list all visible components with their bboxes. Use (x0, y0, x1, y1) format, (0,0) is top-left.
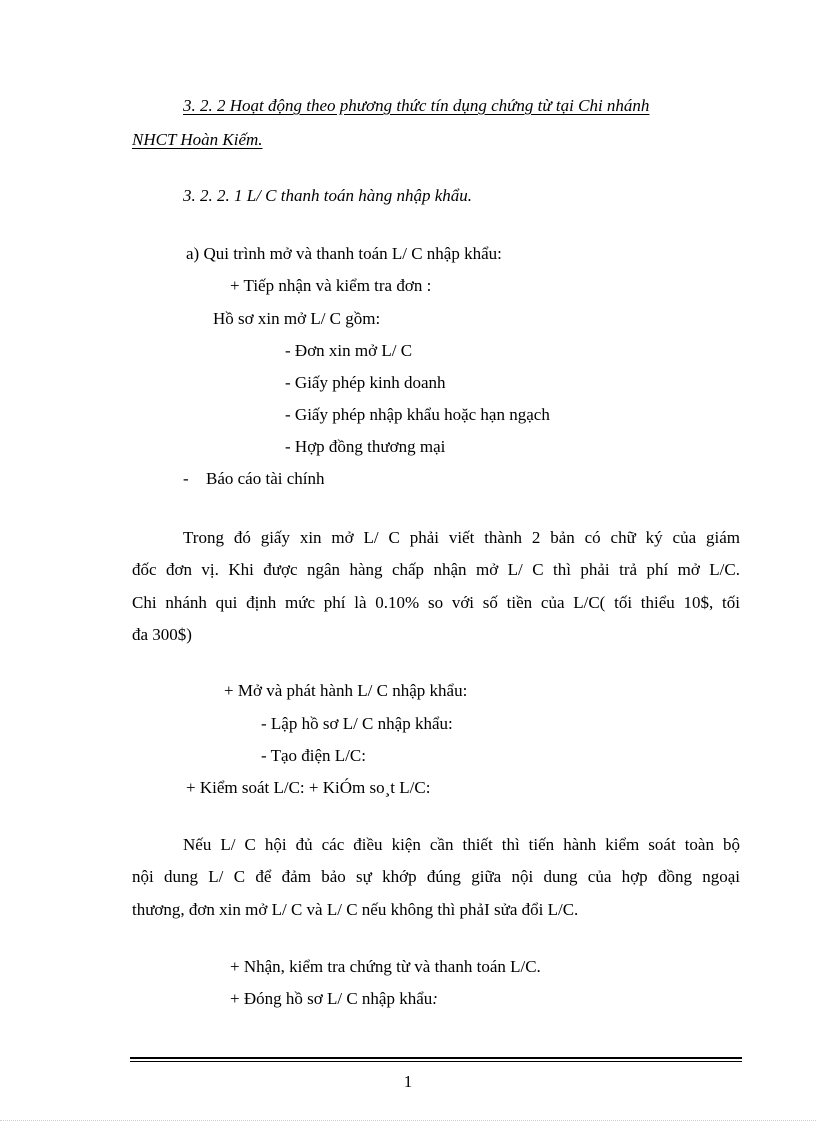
dossier-item: - Đơn xin mở L/ C (285, 341, 413, 360)
subsection-heading: 3. 2. 2. 1 L/ C thanh toán hàng nhập khẩu. (183, 186, 473, 205)
dossier-item: - Giấy phép kinh doanh (285, 373, 446, 392)
dossier-item: - Giấy phép nhập khẩu hoặc hạn ngạch (285, 405, 550, 424)
paragraph-2-line-2: nội dung L/ C để đảm bảo sự khớp đúng giữa nội dung của hợp đồng ngoại (132, 867, 740, 886)
paragraph-1-line-1: Trong đó giấy xin mở L/ C phải viết thành 2 bản có chữ ký của giám (183, 528, 740, 547)
issue-item: - Tạo điện L/C: (261, 746, 366, 765)
dossier-item-last: Báo cáo tài chính (206, 469, 325, 488)
paragraph-1-line-4: đa 300$) (132, 625, 192, 644)
footer-rule-thick (130, 1057, 742, 1059)
section-a-title: a) Qui trình mở và thanh toán L/ C nhập khẩu: (186, 244, 502, 263)
paragraph-1-line-3: Chi nhánh qui định mức phí là 0.10% so với số tiền của L/C( tối thiểu 10$, tối (132, 593, 740, 612)
paragraph-2-line-1: Nếu L/ C hội đủ các điều kiện cần thiết thì tiến hành kiểm soát toàn bộ (183, 835, 740, 854)
step-issue: + Mở và phát hành L/ C nhập khẩu: (224, 681, 468, 700)
step-check-pay: + Nhận, kiểm tra chứng từ và thanh toán L/C. (230, 957, 541, 976)
step-control: + Kiểm soát L/C: + KiÓm so¸t L/C: (186, 778, 431, 797)
page-number: 1 (403, 1072, 413, 1091)
step-close-text: + Đóng hồ sơ L/ C nhập khẩu (230, 989, 433, 1008)
section-heading-line-2: NHCT Hoàn Kiếm. (132, 130, 263, 149)
footer-rule-thin (130, 1061, 742, 1062)
paragraph-2-line-3: thương, đơn xin mở L/ C và L/ C nếu không thì phảI sửa đổi L/C. (132, 900, 579, 919)
step-close-colon: : (432, 989, 438, 1008)
dossier-intro: Hồ sơ xin mở L/ C gồm: (213, 309, 381, 328)
dossier-item: - Hợp đồng thương mại (285, 437, 446, 456)
step-receive-check: + Tiếp nhận và kiểm tra đơn : (230, 276, 432, 295)
issue-item: - Lập hồ sơ L/ C nhập khẩu: (261, 714, 453, 733)
dossier-last-dash: - (183, 469, 189, 488)
step-close (230, 988, 438, 1010)
section-heading-line-1: 3. 2. 2 Hoạt động theo phương thức tín dụng chứng từ tại Chi nhánh (183, 96, 650, 115)
paragraph-1-line-2: đốc đơn vị. Khi được ngân hàng chấp nhận mở L/ C thì phải trả phí mở L/C. (132, 560, 740, 579)
page-bottom-edge (0, 1120, 816, 1121)
